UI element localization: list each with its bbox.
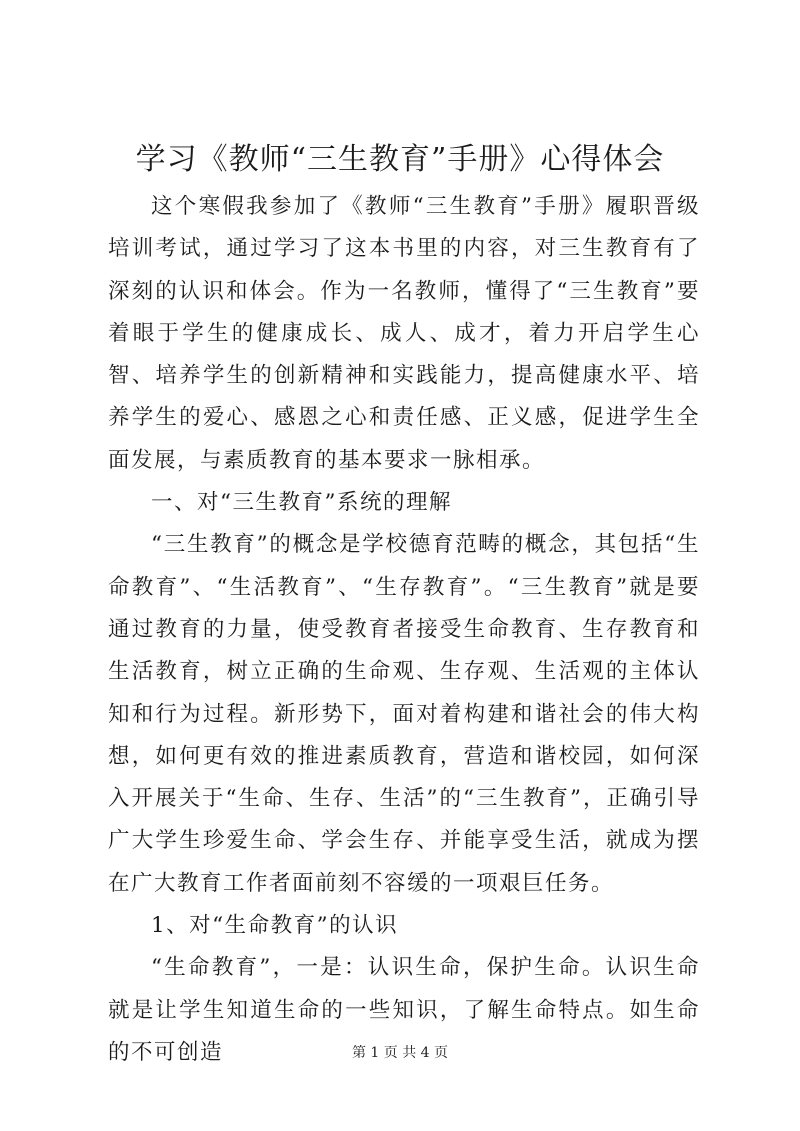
- document-title: 学习《教师“三生教育”手册》心得体会: [135, 142, 665, 177]
- paragraph-understanding: “三生教育”的概念是学校德育范畴的概念，其包括“生命教育”、“生活教育”、“生存教育”。“三生教育”就是要通过教育的力量，使受教育者接受生命教育、生存教育和生活教育，树立正确的生命观、生存观、生活观的主体认知和行为过程。新形势下，面对着构建和谐社会的伟大构想，如何更有效的推进素质教育，营造和谐校园，如何深入开展关于“生命、生存、生活”的“三生教育”，正确引导广大学生珍爱生命、学会生存、并能享受生活，就成为摆在广大教育工作者面前刻不容缓的一项艰巨任务。: [108, 532, 700, 896]
- document-body: [108, 186, 700, 1074]
- paragraph-intro: 这个寒假我参加了《教师“三生教育”手册》履职晋级培训考试，通过学习了这本书里的内容，对三生教育有了深刻的认识和体会。作为一名教师，懂得了“三生教育”要着眼于学生的健康成长、成人、成才，着力开启学生心智、培养学生的创新精神和实践能力，提高健康水平、培养学生的爱心、感恩之心和责任感、正义感，促进学生全面发展，与素质教育的基本要求一脉相承。: [108, 194, 700, 473]
- subsection-heading-1: 1、对“生命教育”的认识: [151, 913, 399, 939]
- page-number-footer: 第 1 页 共 4 页: [351, 1045, 449, 1061]
- section-heading-1: 一、对“三生教育”系统的理解: [151, 490, 452, 516]
- paragraph-life-education: “生命教育”，一是：认识生命，保护生命。认识生命就是让学生知道生命的一些知识，了解生命特点。如生命的不可创造: [108, 955, 700, 1065]
